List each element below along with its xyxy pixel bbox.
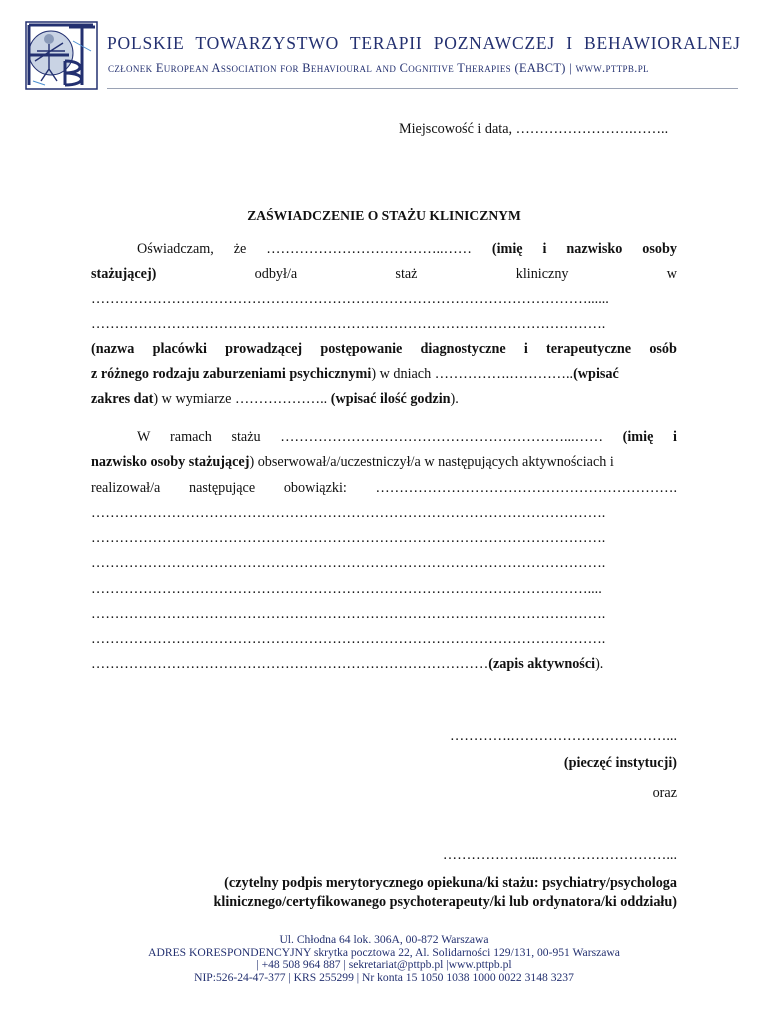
- footer-correspondence: ADRES KORESPONDENCYJNY skrytka pocztowa 22, Al. Solidarności 129/131, 00-951 Warszawa: [148, 946, 620, 959]
- para1-line5: [91, 340, 677, 358]
- para2-dots-line: ……………………………………………………………………………………………….: [91, 530, 606, 546]
- para1-line6: [91, 365, 619, 383]
- para1-line2: [91, 265, 677, 283]
- para2-dots: ……………………………………………………….: [375, 480, 677, 496]
- para1-bold-text: z różnego rodzaju zaburzeniami psychicznymi: [91, 366, 372, 382]
- para1-word: że: [233, 241, 247, 257]
- stamp-label: (pieczęć instytucji): [563, 755, 677, 771]
- para1-bold-text: (wpisać ilość godzin: [330, 391, 451, 407]
- para1-text: ) w wymiarze ………………..: [153, 391, 331, 407]
- para1-word: placówki: [152, 341, 207, 357]
- para1-word: (nazwa: [91, 341, 135, 357]
- signature-label-line2: klinicznego/certyfikowanego psychoterapeuty/ki lub ordynatora/ki oddziału): [213, 894, 677, 910]
- para1-word: i: [542, 241, 547, 257]
- para1-word: diagnostyczne: [420, 341, 506, 357]
- para2-dots: …………………………………………………………………………: [91, 656, 489, 672]
- para1-word: odbył/a: [254, 266, 298, 282]
- para2-word: obowiązki:: [283, 480, 347, 496]
- para1-bold-text: zakres dat: [91, 391, 154, 407]
- para1-line7: [91, 390, 459, 408]
- para2-dots-line: ……………………………………………………………………………………………….: [91, 606, 606, 622]
- document-title: ZAŚWIADCZENIE O STAŻU KLINICZNYM: [247, 208, 521, 223]
- place-and-date: Miejscowość i data, …………………….……..: [399, 121, 669, 137]
- para2-dots-line: ……………………………………………………………………………………………....: [91, 581, 602, 597]
- para1-word: nazwisko: [566, 241, 623, 257]
- para2-text: ).: [595, 656, 604, 672]
- para1-word: osoby: [642, 241, 677, 257]
- para2-word: stażu: [231, 429, 261, 445]
- para2-dots-line: ……………………………………………………………………………………………….: [91, 555, 606, 571]
- para1-word: (imię: [491, 241, 523, 257]
- para1-word: prowadzącej: [225, 341, 303, 357]
- footer-address: Ul. Chłodna 64 lok. 306A, 00-872 Warszawa: [279, 933, 489, 946]
- para1-word: stażującej): [91, 266, 157, 282]
- stamp-line: ………….……………………………...: [450, 728, 677, 744]
- para2-last-line: [91, 655, 603, 673]
- header-divider: [107, 88, 738, 89]
- para1-text: ) w dniach …………….…………..: [371, 366, 574, 382]
- signature-label-line1: (czytelny podpis merytorycznego opiekuna/ki stażu: psychiatry/psychologa: [224, 875, 677, 891]
- para2-dots: ……………………………………………………...……: [280, 429, 603, 445]
- para1-word: osób: [649, 341, 677, 357]
- para2-word: następujące: [188, 480, 256, 496]
- oraz-text: oraz: [652, 785, 677, 801]
- para2-word: (imię: [622, 429, 654, 445]
- para1-word: w: [666, 266, 677, 282]
- para2-word: realizował/a: [91, 480, 161, 496]
- para2-bold-text: (zapis aktywności: [488, 656, 596, 672]
- para2-dots-line: ……………………………………………………………………………………………….: [91, 505, 606, 521]
- para1-line1: [137, 240, 677, 258]
- para2-text: ) obserwował/a/uczestniczył/a w następujących aktywnościach i: [249, 454, 614, 470]
- signature-line: ………………...………………………...: [442, 847, 677, 863]
- para2-word: W: [137, 429, 151, 445]
- para1-dots-line: ……………………………………………………………………………………………......: [91, 291, 609, 307]
- para1-text: ).: [450, 391, 459, 407]
- para1-word: terapeutyczne: [546, 341, 632, 357]
- para1-word: staż: [395, 266, 418, 282]
- para2-line3: [91, 479, 677, 497]
- para1-word: Oświadczam,: [137, 241, 214, 257]
- para2-line1: [137, 428, 677, 446]
- organization-name: POLSKIE TOWARZYSTWO TERAPII POZNAWCZEJ I BEHAWIORALNEJ: [107, 33, 741, 53]
- para2-bold-text: nazwisko osoby stażującej: [91, 454, 250, 470]
- para1-dots: ………………………………..……: [266, 241, 472, 257]
- para2-line2: [91, 453, 614, 471]
- para1-word: i: [523, 341, 528, 357]
- para2-dots-line: ……………………………………………………………………………………………….: [91, 631, 606, 647]
- para1-bold-text: (wpisać: [573, 366, 619, 382]
- pttpb-logo-icon: [25, 21, 98, 90]
- logo-graphic: [25, 21, 98, 90]
- para1-word: kliniczny: [515, 266, 569, 282]
- para1-word: postępowanie: [320, 341, 403, 357]
- footer-registration: NIP:526-24-47-377 | KRS 255299 | Nr konta 15 1050 1038 1000 0022 3148 3237: [194, 971, 574, 984]
- footer-contact: | +48 508 964 887 | sekretariat@pttpb.pl |www.pttpb.pl: [256, 958, 512, 971]
- para2-word: i: [673, 429, 677, 445]
- organization-membership: członek European Association for Behavioural and Cognitive Therapies (EABCT) | www.pttpb.pl: [108, 61, 649, 75]
- para1-dots-line: ……………………………………………………………………………………………….: [91, 316, 606, 332]
- para2-word: ramach: [170, 429, 212, 445]
